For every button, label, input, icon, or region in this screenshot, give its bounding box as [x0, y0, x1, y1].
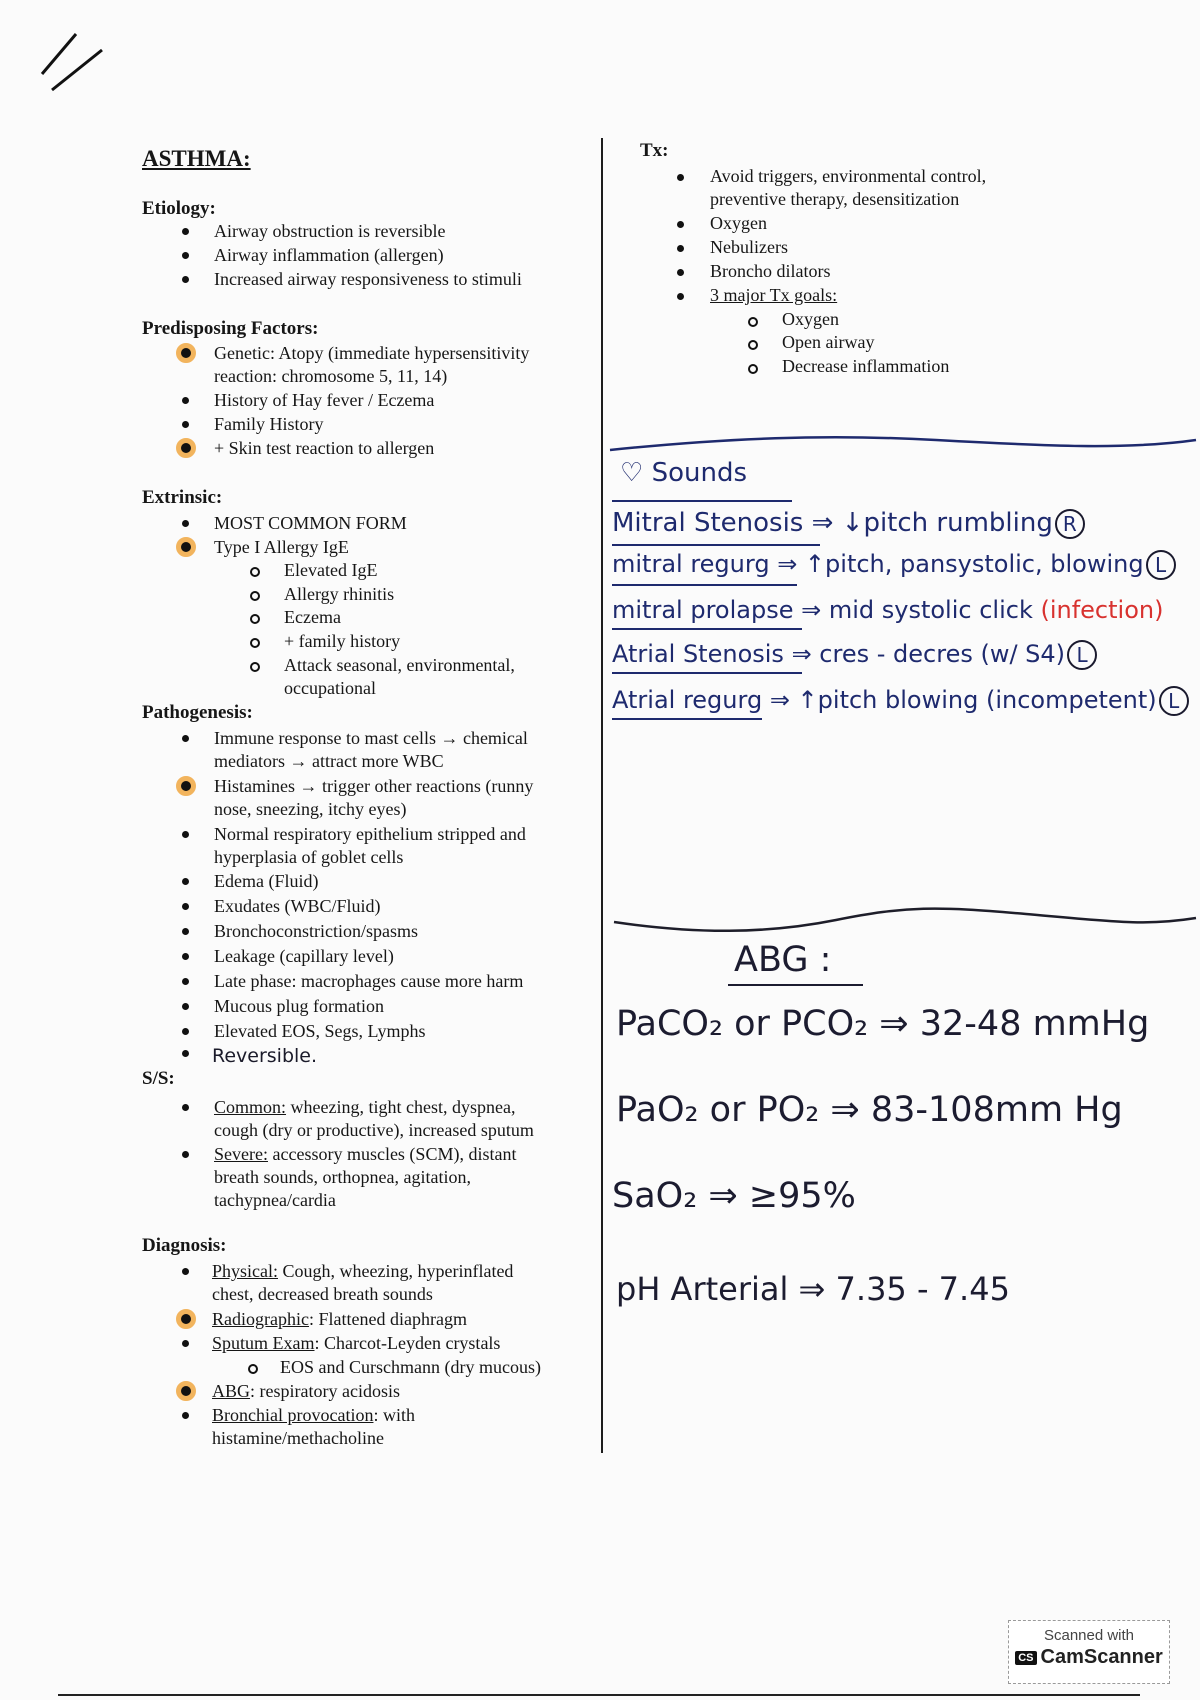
bullet: [182, 1268, 189, 1275]
ss-heading: S/S:: [142, 1068, 175, 1089]
diagnosis-physical: [212, 1260, 513, 1283]
highlighted-bullet: [176, 776, 196, 796]
pathogenesis-item: Leakage (capillary level): [214, 946, 394, 966]
bullet: [182, 520, 189, 527]
physical-label: Physical:: [212, 1261, 278, 1281]
camscanner-logo-icon: CS: [1015, 1651, 1036, 1665]
bullet: [182, 735, 189, 742]
extrinsic-heading: Extrinsic:: [142, 487, 223, 508]
ss-severe-cont: breath sounds, orthopnea, agitation,: [214, 1167, 471, 1187]
tx-goal: Oxygen: [782, 309, 839, 329]
abg-text: : respiratory acidosis: [250, 1381, 400, 1401]
sub-bullet: [250, 591, 260, 601]
sub-bullet: [250, 614, 260, 624]
physical-text: Cough, wheezing, hyperinflated: [278, 1261, 514, 1281]
extrinsic-subitem: + family history: [284, 631, 401, 651]
sounds-heading: ♡ Sounds: [620, 458, 747, 488]
sound-text: ⇒ mid systolic click: [793, 596, 1041, 624]
pathogenesis-item-handwritten: Reversible.: [212, 1045, 318, 1067]
sound-underline: [612, 672, 802, 674]
pathogenesis-item: Late phase: macrophages cause more harm: [214, 971, 524, 991]
predisposing-item: History of Hay fever / Eczema: [214, 390, 435, 410]
sound-row-mitral-prolapse: [612, 596, 1163, 624]
radiographic-label: Radiographic: [212, 1309, 309, 1329]
tx-goal: Open airway: [782, 332, 875, 352]
pathogenesis-item: Normal respiratory epithelium stripped and: [214, 824, 526, 844]
abg-heading: ABG :: [734, 940, 832, 980]
etiology-item: Airway inflammation (allergen): [214, 245, 444, 265]
sputum-subitem: EOS and Curschmann (dry mucous): [280, 1357, 541, 1377]
abg-pao2: PaO₂ or PO₂ ⇒ 83-108mm Hg: [616, 1090, 1123, 1130]
page-title: ASTHMA:: [142, 146, 251, 171]
sound-text: ⇒ ↑pitch, pansystolic, blowing: [769, 550, 1144, 578]
ss-severe: [214, 1143, 516, 1166]
bronchial-label: Bronchial provocation: [212, 1405, 374, 1425]
pathogenesis-heading: Pathogenesis:: [142, 702, 253, 723]
severe-label: Severe:: [214, 1144, 268, 1164]
radiographic-text: : Flattened diaphragm: [308, 1309, 467, 1329]
extrinsic-item: Type I Allergy IgE: [214, 537, 349, 557]
diagnosis-physical-cont: chest, decreased breath sounds: [212, 1284, 433, 1304]
bullet: [182, 228, 189, 235]
abg-label: ABG: [212, 1381, 251, 1401]
severe-text: accessory muscles (SCM), distant: [267, 1144, 517, 1164]
bullet: [677, 269, 684, 276]
side-ring: L: [1067, 640, 1097, 670]
sound-row-mitral-stenosis: [612, 508, 1085, 539]
side-ring: L: [1159, 686, 1189, 716]
sound-row-atrial-stenosis: [612, 640, 1097, 670]
bronchial-text: : with: [373, 1405, 415, 1425]
sound-text: ⇒ ↓pitch rumbling: [803, 508, 1053, 538]
bullet: [182, 1050, 189, 1057]
pathogenesis-item: hyperplasia of goblet cells: [214, 847, 404, 867]
sputum-label: Sputum Exam: [212, 1333, 315, 1353]
diagnosis-abg: [212, 1380, 400, 1403]
wavy-separator-2: [606, 900, 1200, 940]
etiology-item: Airway obstruction is reversible: [214, 221, 446, 241]
predisposing-item: + Skin test reaction to allergen: [214, 438, 435, 458]
watermark-line1: Scanned with: [1043, 1627, 1135, 1644]
pathogenesis-item: mediators → attract more WBC: [214, 751, 444, 771]
predisposing-item: Family History: [214, 414, 324, 434]
bottom-rule: [58, 1694, 1140, 1696]
sound-label: Atrial regurg: [612, 686, 763, 714]
ss-common: [214, 1096, 515, 1119]
sound-row-mitral-regurg: [612, 550, 1176, 580]
sound-label: mitral regurg: [612, 550, 770, 578]
tx-item: Broncho dilators: [710, 261, 831, 281]
bullet: [677, 174, 684, 181]
highlighted-bullet: [176, 1381, 196, 1401]
bullet: [182, 831, 189, 838]
abg-paco2: PaCO₂ or PCO₂ ⇒ 32-48 mmHg: [616, 1004, 1150, 1044]
sound-underline: [612, 584, 797, 586]
bullet: [182, 1003, 189, 1010]
sounds-heading-underline: [612, 500, 792, 502]
column-divider: [601, 138, 603, 1453]
infection-note: (infection): [1040, 596, 1164, 624]
extrinsic-subitem: Elevated IgE: [284, 560, 378, 580]
bullet: [182, 953, 189, 960]
pathogenesis-item: Exudates (WBC/Fluid): [214, 896, 381, 916]
diagnosis-radiographic: [212, 1308, 467, 1331]
tx-item: preventive therapy, desensitization: [710, 189, 960, 209]
sound-label: Mitral Stenosis: [612, 508, 804, 538]
highlighted-bullet: [176, 343, 196, 363]
sub-bullet: [250, 662, 260, 672]
bullet: [677, 245, 684, 252]
bullet: [677, 221, 684, 228]
bullet: [182, 878, 189, 885]
pathogenesis-item: Elevated EOS, Segs, Lymphs: [214, 1021, 426, 1041]
watermark-line2: [1009, 1646, 1169, 1669]
tx-goal: Decrease inflammation: [782, 356, 950, 376]
sub-bullet: [748, 340, 758, 350]
tx-heading: Tx:: [640, 140, 669, 161]
extrinsic-subitem: Allergy rhinitis: [284, 584, 395, 604]
etiology-item: Increased airway responsiveness to stimuli: [214, 269, 522, 289]
ss-severe-cont: tachypnea/cardia: [214, 1190, 336, 1210]
sub-bullet: [748, 317, 758, 327]
sound-underline: [612, 544, 820, 546]
diagnosis-bronchial-cont: histamine/methacholine: [212, 1428, 384, 1448]
extrinsic-subitem: Eczema: [284, 607, 341, 627]
ss-common-cont: cough (dry or productive), increased sputum: [214, 1120, 534, 1140]
predisposing-item: reaction: chromosome 5, 11, 14): [214, 366, 448, 386]
extrinsic-item: MOST COMMON FORM: [214, 513, 407, 533]
bullet: [182, 1412, 189, 1419]
sound-underline: [612, 718, 762, 720]
etiology-heading: Etiology:: [142, 198, 216, 219]
pathogenesis-item: Bronchoconstriction/spasms: [214, 921, 418, 941]
tx-item: Nebulizers: [710, 237, 788, 257]
abg-heading-underline: [728, 984, 863, 986]
bullet: [182, 903, 189, 910]
pathogenesis-item: Histamines → trigger other reactions (runny: [214, 776, 534, 796]
bullet: [677, 293, 684, 300]
sub-bullet: [248, 1364, 258, 1374]
diagnosis-sputum: [212, 1332, 500, 1355]
highlighted-bullet: [176, 537, 196, 557]
bullet: [182, 1340, 189, 1347]
watermark-brand: CamScanner: [1040, 1646, 1163, 1668]
tx-item: Avoid triggers, environmental control,: [710, 166, 987, 186]
tx-item: Oxygen: [710, 213, 767, 233]
bullet: [182, 1104, 189, 1111]
sound-label: Atrial Stenosis: [612, 640, 784, 668]
pathogenesis-item: Immune response to mast cells → chemical: [214, 728, 528, 748]
side-ring: L: [1146, 550, 1176, 580]
tx-item: 3 major Tx goals:: [710, 285, 838, 305]
double-slash-mark: [36, 26, 106, 96]
bullet: [182, 978, 189, 985]
common-label: Common:: [214, 1097, 287, 1117]
pathogenesis-item: nose, sneezing, itchy eyes): [214, 799, 407, 819]
predisposing-heading: Predisposing Factors:: [142, 318, 319, 339]
bullet: [182, 276, 189, 283]
diagnosis-bronchial: [212, 1404, 415, 1427]
camscanner-watermark: [1008, 1620, 1170, 1684]
bullet: [182, 928, 189, 935]
predisposing-item: Genetic: Atopy (immediate hypersensitivity: [214, 343, 530, 363]
sound-underline: [612, 628, 802, 630]
highlighted-bullet: [176, 438, 196, 458]
sound-row-atrial-regurg: [612, 686, 1189, 716]
sub-bullet: [250, 567, 260, 577]
sub-bullet: [250, 638, 260, 648]
extrinsic-subitem: Attack seasonal, environmental,: [284, 655, 515, 675]
bullet: [182, 397, 189, 404]
sound-text: ⇒ ↑pitch blowing (incompetent): [762, 686, 1157, 714]
bullet: [182, 1151, 189, 1158]
abg-ph: pH Arterial ⇒ 7.35 - 7.45: [616, 1270, 1010, 1308]
sub-bullet: [748, 364, 758, 374]
sound-label: mitral prolapse: [612, 596, 794, 624]
bullet: [182, 252, 189, 259]
abg-sao2: SaO₂ ⇒ ≥95%: [612, 1176, 856, 1216]
pathogenesis-item: Mucous plug formation: [214, 996, 384, 1016]
sound-text: ⇒ cres - decres (w/ S4): [783, 640, 1066, 668]
bullet: [182, 421, 189, 428]
highlighted-bullet: [176, 1309, 196, 1329]
diagnosis-heading: Diagnosis:: [142, 1235, 227, 1256]
extrinsic-subitem: occupational: [284, 678, 376, 698]
common-text: wheezing, tight chest, dyspnea,: [286, 1097, 516, 1117]
pathogenesis-item: Edema (Fluid): [214, 871, 319, 891]
sputum-text: : Charcot-Leyden crystals: [314, 1333, 501, 1353]
side-ring: R: [1055, 509, 1085, 539]
bullet: [182, 1028, 189, 1035]
